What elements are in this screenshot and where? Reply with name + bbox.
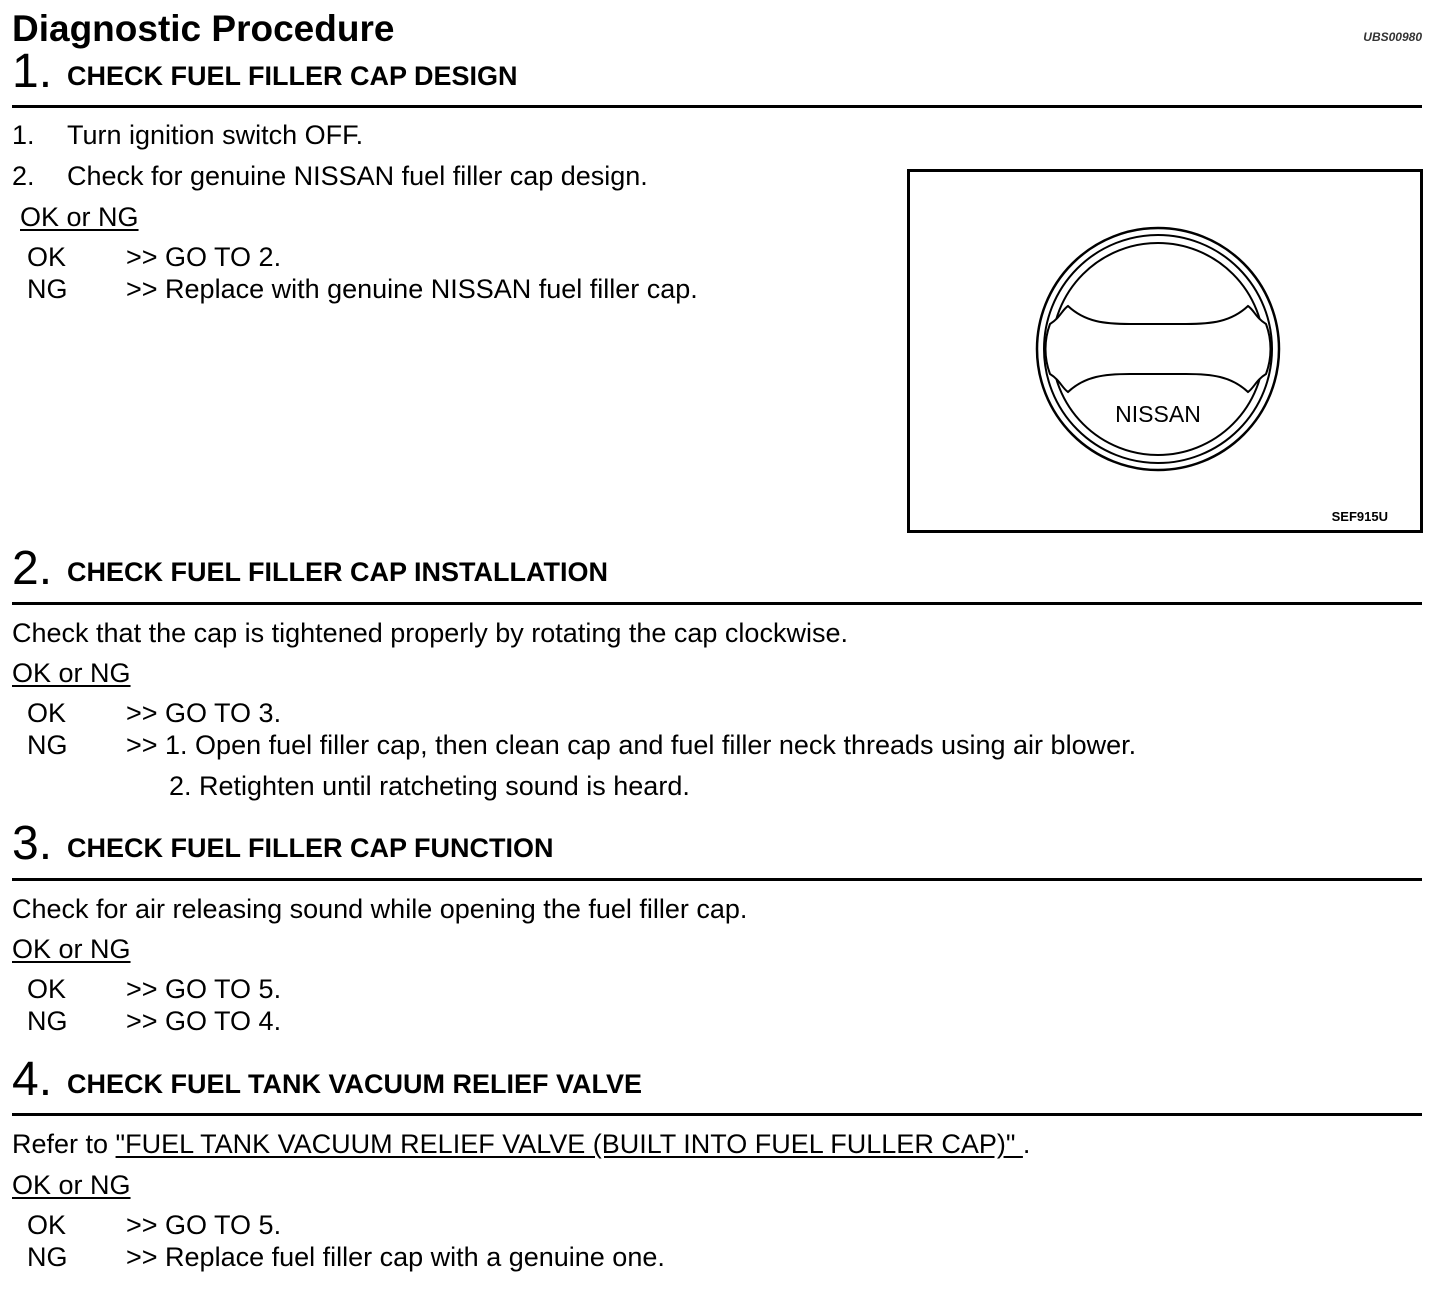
step-1-ng-text: >> Replace with genuine NISSAN fuel filler cap. bbox=[126, 274, 698, 304]
step-3-ok-or-ng: OK or NG bbox=[12, 934, 131, 964]
step-4-title: CHECK FUEL TANK VACUUM RELIEF VALVE bbox=[67, 1069, 643, 1099]
step-1-item-2-number: 2. bbox=[12, 161, 35, 191]
fuel-filler-cap-illustration bbox=[910, 172, 1420, 530]
step-1-number: 1. bbox=[12, 45, 53, 98]
step-4-ng-text: >> Replace fuel filler cap with a genuine one. bbox=[126, 1242, 665, 1272]
step-2-ok-or-ng: OK or NG bbox=[12, 658, 131, 688]
step-2-ok-label: OK bbox=[27, 698, 67, 728]
step-4-ok-text: >> GO TO 5. bbox=[126, 1210, 282, 1240]
fuel-cap-figure bbox=[907, 169, 1423, 533]
step-2-ng-text: >> 1. Open fuel filler cap, then clean cap and fuel filler neck threads using air blower. bbox=[126, 730, 1137, 760]
step-2-number: 2. bbox=[12, 542, 53, 595]
step-4-ok-or-ng: OK or NG bbox=[12, 1170, 131, 1200]
step-3-ok-label: OK bbox=[27, 974, 67, 1004]
step-4-refer-line bbox=[12, 1129, 1030, 1160]
step-1-ok-or-ng: OK or NG bbox=[20, 202, 139, 232]
step-4-number: 4. bbox=[12, 1053, 53, 1106]
step-1-ok-label: OK bbox=[27, 242, 67, 272]
step-3-text: Check for air releasing sound while opening the fuel filler cap. bbox=[12, 894, 748, 924]
step-3-divider bbox=[12, 878, 1422, 881]
step-3-title: CHECK FUEL FILLER CAP FUNCTION bbox=[67, 833, 554, 863]
step-2-text: Check that the cap is tightened properly by rotating the cap clockwise. bbox=[12, 618, 848, 648]
step-3-ng-text: >> GO TO 4. bbox=[126, 1006, 282, 1036]
page-title: Diagnostic Procedure bbox=[12, 8, 395, 49]
step-4-divider bbox=[12, 1113, 1422, 1116]
step-2-ng-label: NG bbox=[27, 730, 68, 760]
step-1-item-2-text: Check for genuine NISSAN fuel filler cap design. bbox=[67, 161, 648, 191]
vacuum-relief-valve-link[interactable]: "FUEL TANK VACUUM RELIEF VALVE (BUILT INTO FUEL FULLER CAP)" bbox=[115, 1129, 1023, 1159]
step-2-divider bbox=[12, 602, 1422, 605]
step-3-ng-label: NG bbox=[27, 1006, 68, 1036]
document-code: UBS00980 bbox=[1363, 30, 1422, 44]
step-4-refer-prefix: Refer to bbox=[12, 1129, 116, 1159]
step-4-refer-suffix: . bbox=[1022, 1129, 1031, 1159]
step-4-ok-label: OK bbox=[27, 1210, 67, 1240]
cap-brand-label: NISSAN bbox=[1115, 401, 1201, 427]
step-4-ng-label: NG bbox=[27, 1242, 68, 1272]
step-1-ng-label: NG bbox=[27, 274, 68, 304]
figure-code: SEF915U bbox=[1331, 509, 1388, 524]
step-1-ok-text: >> GO TO 2. bbox=[126, 242, 282, 272]
step-1-title: CHECK FUEL FILLER CAP DESIGN bbox=[67, 61, 518, 91]
step-3-ok-text: >> GO TO 5. bbox=[126, 974, 282, 1004]
step-2-ng-text-2: 2. Retighten until ratcheting sound is heard. bbox=[169, 771, 690, 801]
step-3-number: 3. bbox=[12, 817, 53, 870]
step-1-item-1-number: 1. bbox=[12, 120, 35, 150]
step-1-divider bbox=[12, 105, 1422, 108]
step-2-title: CHECK FUEL FILLER CAP INSTALLATION bbox=[67, 557, 608, 587]
step-2-ok-text: >> GO TO 3. bbox=[126, 698, 282, 728]
step-1-item-1-text: Turn ignition switch OFF. bbox=[67, 120, 364, 150]
